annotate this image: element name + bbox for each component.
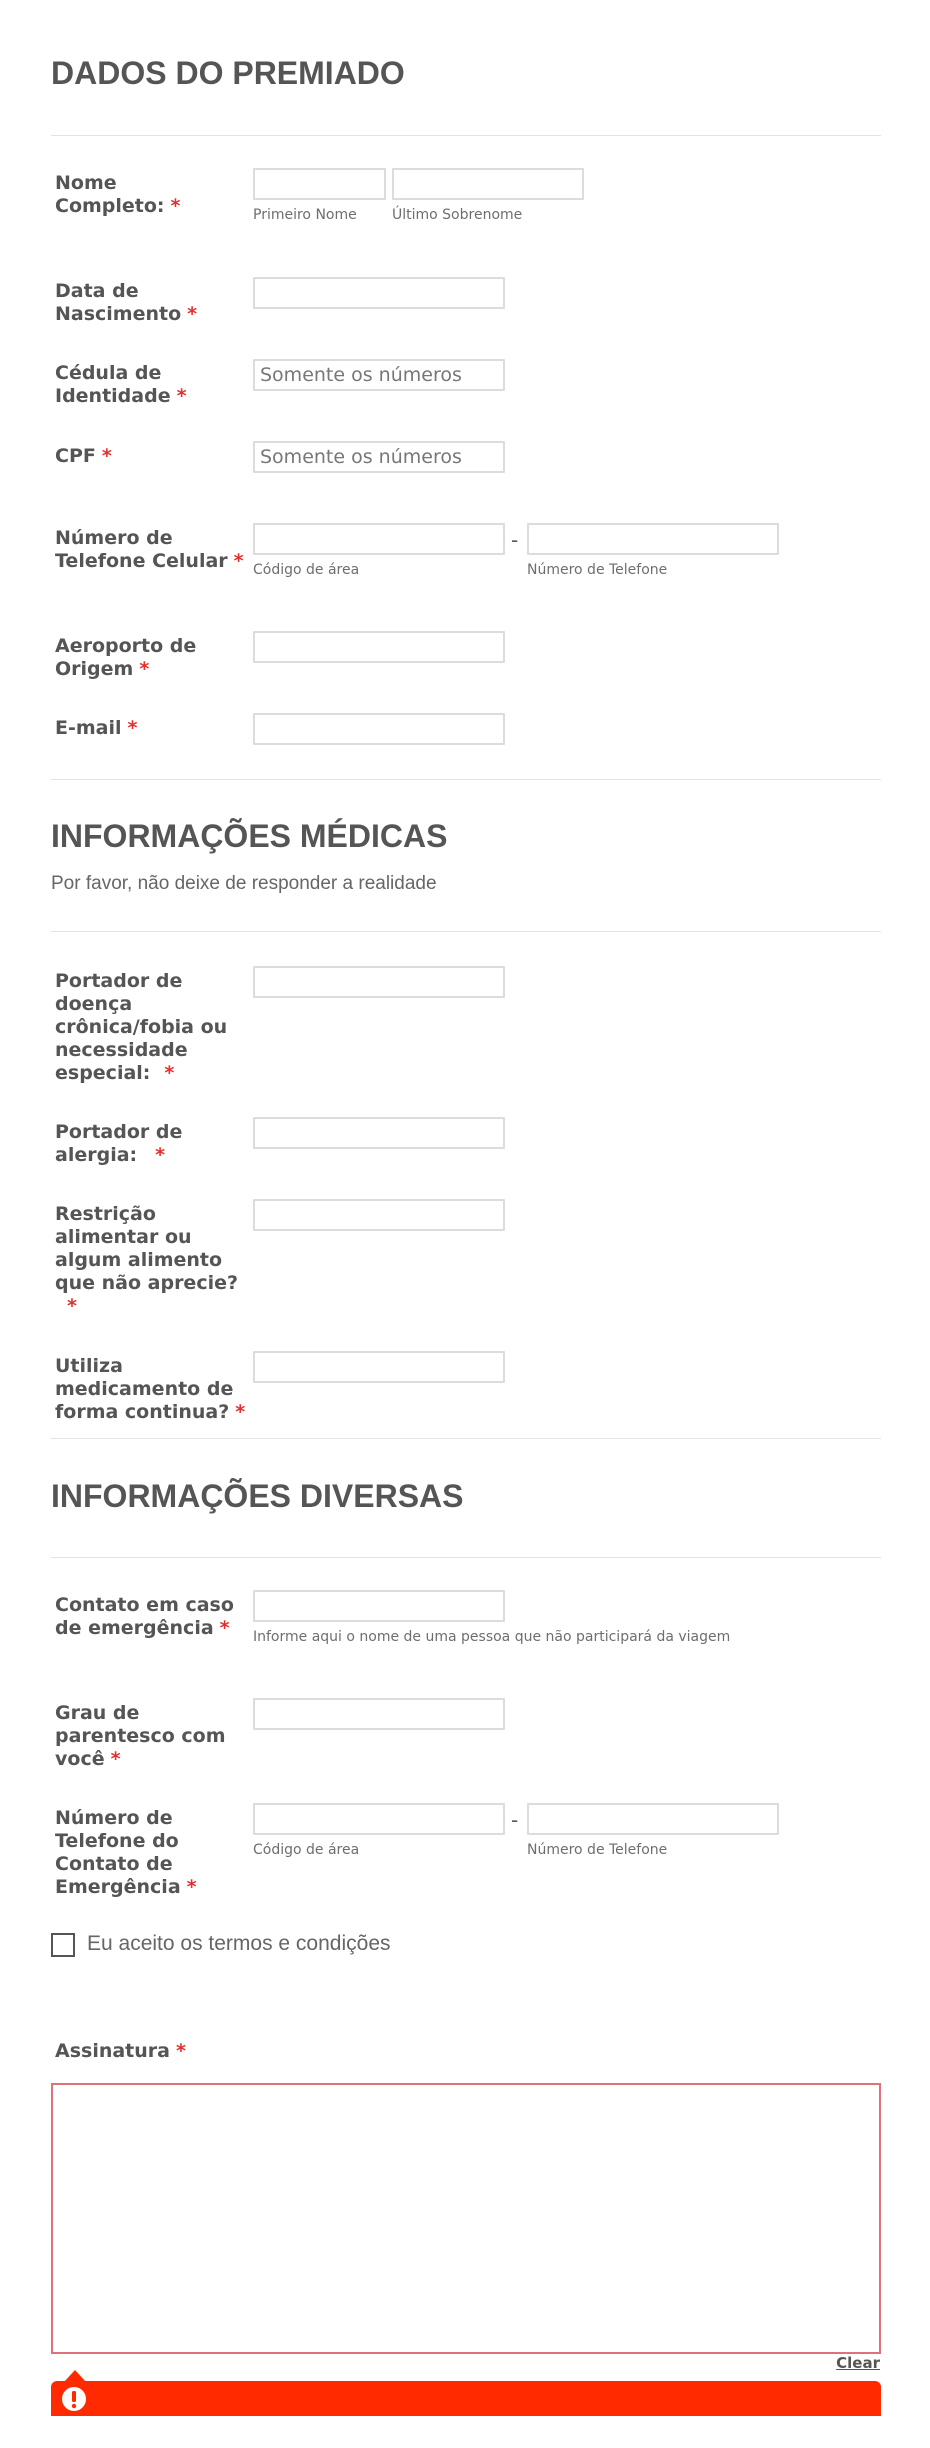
- required-mark: *: [186, 1876, 197, 1898]
- field-label-contato: Contato em caso de emergência *: [55, 1594, 234, 1639]
- emergency-area-code-input[interactable]: [253, 1803, 505, 1835]
- required-mark: *: [164, 1062, 175, 1084]
- relationship-input[interactable]: [253, 1698, 505, 1730]
- divider: [51, 779, 881, 780]
- field-label-nascimento: Data de Nascimento *: [55, 280, 198, 325]
- phone-dash: -: [511, 528, 519, 552]
- food-restriction-input[interactable]: [253, 1199, 505, 1231]
- required-mark: *: [110, 1748, 121, 1770]
- section-title-medicas: INFORMAÇÕES MÉDICAS: [51, 818, 448, 854]
- divider: [51, 1557, 881, 1558]
- field-label-aeroporto: Aeroporto de Origem *: [55, 635, 197, 680]
- required-mark: *: [101, 445, 112, 467]
- divider: [51, 931, 881, 932]
- emergency-contact-input[interactable]: [253, 1590, 505, 1622]
- clear-signature-button[interactable]: Clear: [836, 2354, 880, 2372]
- divider: [51, 135, 881, 136]
- field-label-celular: Número de Telefone Celular *: [55, 527, 244, 572]
- birthdate-input[interactable]: [253, 277, 505, 309]
- field-label-restricao: Restrição alimentar ou algum alimento que não aprecie?*: [55, 1203, 239, 1317]
- emergency-area-code-sublabel: Código de área: [253, 1842, 360, 1858]
- first-name-sublabel: Primeiro Nome: [253, 207, 357, 223]
- field-label-cedula: Cédula de Identidade *: [55, 362, 187, 407]
- required-mark: *: [175, 2040, 186, 2062]
- section-subtitle-medicas: Por favor, não deixe de responder a realidade: [51, 873, 437, 894]
- required-mark: *: [67, 1295, 77, 1317]
- error-message-bar: [51, 2381, 881, 2416]
- section-title-premiado: DADOS DO PREMIADO: [51, 55, 405, 91]
- emergency-number-input[interactable]: [527, 1803, 779, 1835]
- mobile-number-input[interactable]: [527, 523, 779, 555]
- phone-dash: -: [511, 1808, 519, 1832]
- field-label-doenca: Portador de doença crônica/fobia ou necessidade especial: *: [55, 970, 228, 1084]
- emergency-contact-sublabel: Informe aqui o nome de uma pessoa que não participará da viagem: [253, 1629, 731, 1645]
- airport-input[interactable]: [253, 631, 505, 663]
- required-mark: *: [233, 550, 244, 572]
- section-title-diversas: INFORMAÇÕES DIVERSAS: [51, 1478, 464, 1514]
- field-label-nome: Nome Completo: *: [55, 172, 181, 217]
- medication-input[interactable]: [253, 1351, 505, 1383]
- field-label-email: E-mail *: [55, 717, 138, 739]
- required-mark: *: [170, 195, 181, 217]
- required-mark: *: [155, 1144, 166, 1166]
- field-label-assinatura: Assinatura *: [55, 2040, 186, 2062]
- mobile-number-sublabel: Número de Telefone: [527, 562, 668, 578]
- required-mark: *: [219, 1617, 230, 1639]
- terms-checkbox[interactable]: [51, 1933, 75, 1957]
- field-label-alergia: Portador de alergia: *: [55, 1121, 183, 1166]
- field-label-parentesco: Grau de parentesco com você *: [55, 1702, 226, 1770]
- chronic-disease-input[interactable]: [253, 966, 505, 998]
- exclamation-circle-icon: [60, 2385, 88, 2413]
- terms-label[interactable]: Eu aceito os termos e condições: [87, 1932, 391, 1955]
- required-mark: *: [187, 303, 198, 325]
- last-name-sublabel: Último Sobrenome: [392, 207, 523, 223]
- field-label-cpf: CPF *: [55, 445, 112, 467]
- allergy-input[interactable]: [253, 1117, 505, 1149]
- field-label-medicamento: Utiliza medicamento de forma continua? *: [55, 1355, 246, 1423]
- mobile-area-code-sublabel: Código de área: [253, 562, 360, 578]
- signature-pad[interactable]: [51, 2083, 881, 2354]
- mobile-area-code-input[interactable]: [253, 523, 505, 555]
- id-card-input[interactable]: Somente os números: [253, 359, 505, 391]
- first-name-input[interactable]: [253, 168, 386, 200]
- divider: [51, 1438, 881, 1439]
- last-name-input[interactable]: [392, 168, 584, 200]
- field-label-tel-emergencia: Número de Telefone do Contato de Emergência *: [55, 1807, 197, 1898]
- required-mark: *: [235, 1401, 246, 1423]
- required-mark: *: [176, 385, 187, 407]
- email-input[interactable]: [253, 713, 505, 745]
- required-mark: *: [127, 717, 138, 739]
- cpf-input[interactable]: Somente os números: [253, 441, 505, 473]
- emergency-number-sublabel: Número de Telefone: [527, 1842, 668, 1858]
- required-mark: *: [139, 658, 150, 680]
